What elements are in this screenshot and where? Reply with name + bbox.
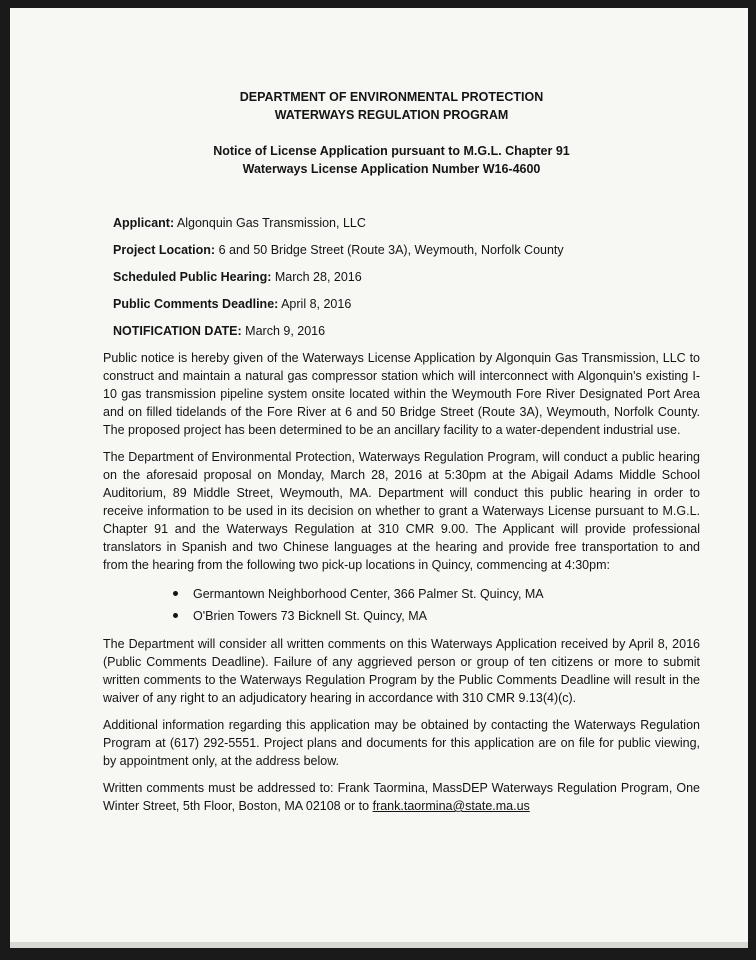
field-label: Applicant: bbox=[113, 216, 175, 230]
field-label: Project Location: bbox=[113, 243, 216, 257]
hearing-paragraph: The Department of Environmental Protection, Waterways Regulation Program, will conduct a public hearing on the aforesaid proposal on Monday, March 28, 2016 at 5:30pm at the Abigail Adams Middle School Auditorium, 89 Middle Street, Weymouth, MA. Department will conduct this public hearing in order to receive information to be used in its decision on whether to grant a Waterways License pursuant to M.G.L. Chapter 91 and the Waterways Regulation at 310 CMR 9.00. The Applicant will provide professional translators in Spanish and two Chinese languages at the hearing and provide free transportation to and from the hearing from the following two pick-up locations in Quincy, commencing at 4:30pm: bbox=[103, 450, 700, 572]
field-public-hearing bbox=[113, 268, 700, 286]
field-comments-deadline bbox=[113, 295, 700, 313]
written-comments-paragraph bbox=[103, 779, 700, 815]
field-project-location bbox=[113, 241, 700, 259]
field-notification-date bbox=[113, 322, 700, 340]
notice-page bbox=[10, 8, 748, 948]
field-label: NOTIFICATION DATE: bbox=[113, 324, 242, 338]
field-label: Scheduled Public Hearing: bbox=[113, 270, 272, 284]
field-value: March 9, 2016 bbox=[241, 324, 326, 338]
notice-title: Notice of License Application pursuant to M.G.L. Chapter 91 bbox=[213, 144, 570, 158]
written-comments-text: Written comments must be addressed to: Frank Taormina, MassDEP Waterways Regulation Program, One Winter Street, 5th Floor, Boston, MA 02108 or to bbox=[103, 781, 700, 813]
field-label: Public Comments Deadline: bbox=[113, 297, 279, 311]
pickup-locations-list bbox=[103, 583, 700, 627]
application-fields bbox=[103, 214, 700, 340]
application-number: Waterways License Application Number W16-4600 bbox=[242, 162, 541, 176]
field-applicant bbox=[113, 214, 700, 232]
field-value: April 8, 2016 bbox=[278, 297, 352, 311]
comments-paragraph: The Department will consider all written comments on this Waterways Application received by April 8, 2016 (Public Comments Deadline). Failure of any aggrieved person or group of ten citizens or more to submit written comments to the Waterways Regulation Program by the Public Comments Deadline will result in the waiver of any right to an adjudicatory hearing in accordance with 310 CMR 9.13(4)(c). bbox=[103, 637, 700, 705]
email-link[interactable]: frank.taormina@state.ma.us bbox=[372, 799, 530, 813]
additional-info-paragraph: Additional information regarding this application may be obtained by contacting the Waterways Regulation Program at (617) 292-5551. Project plans and documents for this application are on file for public viewing, by appointment only, at the address below. bbox=[103, 718, 700, 768]
list-item: Germantown Neighborhood Center, 366 Palmer St. Quincy, MA bbox=[173, 583, 700, 605]
list-item: O'Brien Towers 73 Bicknell St. Quincy, MA bbox=[173, 605, 700, 627]
field-value: March 28, 2016 bbox=[271, 270, 362, 284]
field-value: 6 and 50 Bridge Street (Route 3A), Weymouth, Norfolk County bbox=[215, 243, 564, 257]
department-heading: DEPARTMENT OF ENVIRONMENTAL PROTECTION bbox=[239, 90, 544, 104]
field-value: Algonquin Gas Transmission, LLC bbox=[174, 216, 366, 230]
program-heading: WATERWAYS REGULATION PROGRAM bbox=[274, 108, 509, 122]
notice-paragraph: Public notice is hereby given of the Waterways License Application by Algonquin Gas Transmission, LLC to construct and maintain a natural gas compressor station which will interconnect with Algonquin's existing I-10 gas transmission pipeline system onsite located within the Weymouth Fore River Designated Port Area and on filled tidelands of the Fore River at 6 and 50 Bridge Street (Route 3A), Weymouth, Norfolk County. The proposed project has been determined to be an ancillary facility to a water-dependent industrial use. bbox=[103, 351, 700, 437]
